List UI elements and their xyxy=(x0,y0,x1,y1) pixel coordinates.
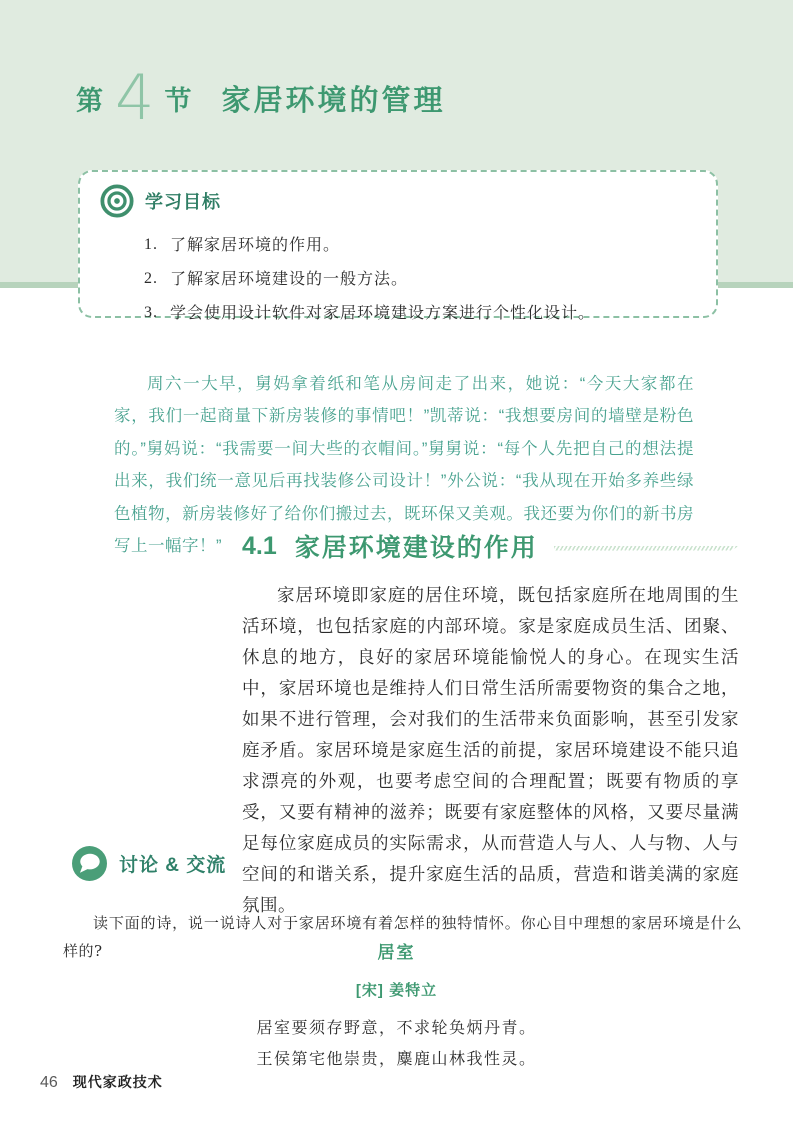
poem-author: [宋] 姜特立 xyxy=(355,982,438,999)
objectives-list xyxy=(100,228,696,330)
objective-text: 学会使用设计软件对家居环境建设方案进行个性化设计。 xyxy=(170,303,596,322)
objective-text: 了解家居环境的作用。 xyxy=(170,235,341,254)
discussion-prompt: 读下面的诗，说一说诗人对于家居环境有着怎样的独特情怀。你心目中理想的家居环境是什么样的? xyxy=(63,914,742,960)
objective-number: 1. xyxy=(144,236,158,253)
discussion-heading: 讨论 & 交流 xyxy=(119,855,227,876)
section-4-1-body: 家居环境即家庭的居住环境，既包括家庭所在地周围的生活环境，也包括家庭的内部环境。家是家庭成员生活、团聚、休息的地方，良好的家居环境能愉悦人的身心。在现实生活中，家居环境也是维持人们日常生活所需要物资的集合之地，如果不进行管理，会对我们的生活带来负面影响，甚至引发家庭矛盾。家居环境是家庭生活的前提，家居环境建设不能只追求漂亮的外观，也要考虑空间的合理配置；既要有物质的享受，又要有精神的滋养；既要有家庭整体的风格，又要尽量满足每位家庭成员的实际需求，从而营造人与人、人与物、人与空间的和谐关系，提升家庭生活的品质，营造和谐美满的家庭氛围。 xyxy=(242,586,739,916)
section-4-1-heading xyxy=(242,528,739,564)
learning-objectives-box xyxy=(78,170,718,322)
poem-line: 居室要须存野意，不求轮奂炳丹青。 xyxy=(256,1018,537,1037)
poem-title: 居室 xyxy=(377,943,416,962)
objectives-heading: 学习目标 xyxy=(145,192,221,212)
objective-text: 了解家居环境建设的一般方法。 xyxy=(170,269,409,288)
objective-item xyxy=(144,228,696,262)
chapter-number-suffix: 节 xyxy=(164,85,194,116)
intro-story-paragraph: 周六一大早，舅妈拿着纸和笔从房间走了出来，她说：“今天大家都在家，我们一起商量下新房装修的事情吧！”凯蒂说：“我想要房间的墙壁是粉色的。”舅妈说：“我需要一间大些的衣帽间。”舅舅说：“每个人先把自己的想法提出来，我们统一意见后再找装修公司设计！”外公说：“我从现在开始多养些绿色植物，新房装修好了给你们搬过去，既环保又美观。我还要为你们的新书房写上一幅字！” xyxy=(114,374,694,555)
objective-item xyxy=(144,296,696,330)
discussion-header xyxy=(72,846,226,881)
objective-number: 3. xyxy=(144,304,158,321)
chapter-title xyxy=(76,61,446,134)
page-number: 46 xyxy=(40,1074,58,1091)
objective-item xyxy=(144,262,696,296)
poem-lines xyxy=(0,1012,793,1074)
decorative-hatch-line xyxy=(554,546,739,551)
poem-line: 王侯第宅他崇贵，麋鹿山林我性灵。 xyxy=(256,1049,537,1068)
target-bullseye-icon xyxy=(100,184,134,218)
objectives-header xyxy=(100,184,696,218)
poem-block xyxy=(0,938,793,1074)
chapter-number-prefix: 第 xyxy=(76,85,105,116)
chapter-name: 家居环境的管理 xyxy=(221,84,446,117)
section-title: 家居环境建设的作用 xyxy=(294,534,538,562)
book-title: 现代家政技术 xyxy=(72,1074,163,1090)
section-number: 4.1 xyxy=(242,531,277,560)
page-footer xyxy=(40,1072,163,1092)
chapter-number: 4 xyxy=(115,61,155,134)
section-4-1 xyxy=(242,528,739,940)
speech-bubble-icon xyxy=(72,846,107,881)
objective-number: 2. xyxy=(144,270,158,287)
